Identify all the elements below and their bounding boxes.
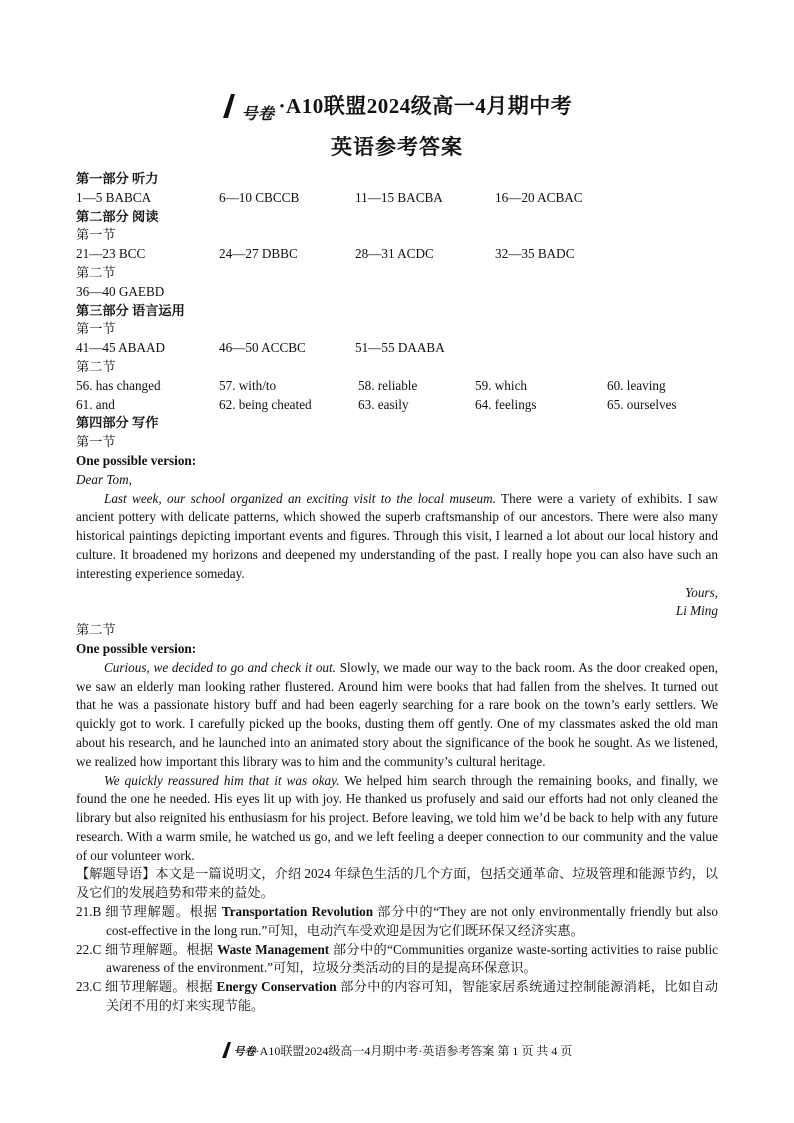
explanation-q21 (76, 903, 718, 941)
part2-section1-label: 第一节 (76, 227, 116, 243)
part3-heading: 第三部分 语言运用 (76, 302, 185, 318)
document-subtitle: 英语参考答案 (331, 135, 463, 159)
q21-section-name: Transportation Revolution (221, 904, 374, 920)
part4-section1-label: 第一节 (76, 434, 116, 450)
part3-section1-answers (76, 339, 718, 358)
q21-prefix: 21.B 细节理解题。根据 (76, 904, 222, 920)
fill-answer: 60. leaving (607, 377, 666, 393)
q23-text: 部分中的内容可知，智能家居系统通过控制能源消耗，比如自动关闭不用的灯来实现节能。 (106, 979, 719, 1014)
fill-answer: 63. easily (358, 396, 409, 412)
letter-signature: Li Ming (675, 603, 718, 619)
brand-logo-text: 号卷 (241, 104, 275, 123)
q22-text: 部分中的“Communities organize waste-sorting activities to raise public awareness of the environment.”可知，垃圾分类活动的目的是提高环保意识。 (106, 941, 718, 976)
answer-group: 28—31 ACDC (355, 246, 434, 262)
answer-group: 51—55 DAABA (355, 340, 445, 356)
answer-group: 41—45 ABAAD (76, 340, 166, 356)
part2-section1-answers (76, 245, 718, 264)
letter-closing: Yours, (685, 584, 718, 600)
document-header (0, 90, 794, 161)
story1-lead-sentence: Curious, we decided to go and check it out. (104, 659, 336, 675)
answer-group: 24—27 DBBC (219, 246, 298, 262)
footer-text: ·A10联盟2024级高一4月期中考·英语参考答案 第 1 页 共 4 页 (255, 1044, 573, 1058)
fill-answer: 56. has changed (76, 377, 161, 393)
part3-section2-label: 第二节 (76, 358, 116, 374)
part3-fill-row-1 (76, 377, 718, 396)
fill-answer: 57. with/to (219, 377, 277, 393)
explanation-q22 (76, 941, 718, 979)
explanation-q23 (76, 978, 718, 1016)
part3-fill-row-2 (76, 396, 718, 415)
sample-label-1: One possible version: (76, 452, 197, 468)
part2-section2-answer: 36—40 GAEBD (76, 283, 165, 299)
fill-answer: 62. being cheated (219, 396, 312, 412)
answer-group: 11—15 BACBA (355, 189, 443, 205)
story2-lead-sentence: We quickly reassured him that it was okay. (104, 772, 340, 788)
brush-stroke-icon (222, 93, 236, 119)
answer-group: 32—35 BADC (495, 246, 575, 262)
answer-group: 1—5 BABCA (76, 189, 152, 205)
letter-body-text: There were a variety of exhibits. I saw ancient pottery with delicate patterns, which showed the superb craftsmanship of our ancestors. There were also many historical paintings depicting important events and figures. Through this visit, I learned a lot about our local history and culture. It broadened my horizons and deepened my understanding of the past. I really hope you can also have such an interesting experience someday. (76, 490, 718, 581)
story2-body-text: We helped him search through the remaining books, and finally, we found the one he needed. His eyes lit up with joy. He thanked us profusely and said our efforts had not only cleaned the library but also reignited his enthusiasm for his project. Before leaving, we told him we’d be back to help with any future research. With a warm smile, he watched us go, and we left feeling a deeper connection to our community and the value of our volunteer work. (76, 772, 718, 863)
fill-answer: 65. ourselves (607, 396, 677, 412)
q22-prefix: 22.C 细节理解题。根据 (76, 941, 218, 957)
part1-answers (76, 189, 718, 208)
fill-answer: 64. feelings (475, 396, 537, 412)
letter-lead-sentence: Last week, our school organized an exciting visit to the local museum. (104, 490, 496, 506)
answer-group: 46—50 ACCBC (219, 340, 306, 356)
exam-title: ·A10联盟2024级高一4月期中考 (278, 94, 573, 118)
page-footer (0, 1042, 794, 1059)
story1-body-text: Slowly, we made our way to the back room. As the door creaked open, we saw an elderly man looking rather flustered. Around him were books that had fallen from the shelves. It turned out that he was a passionate history buff and had been eagerly searching for a rare book on the town’s early settlers. We quickly got to work. I carefully picked up the books, dusting them off gently. One of my classmates asked the old man about his research, and he launched into an animated story about the significance of the book he sought. As we listened, we realized how important this library was to him and the community’s cultural heritage. (76, 659, 718, 769)
q23-section-name: Energy Conservation (216, 979, 337, 995)
answer-content (76, 170, 718, 1016)
q22-section-name: Waste Management (217, 941, 330, 957)
brand-logo (222, 93, 275, 125)
part1-heading: 第一部分 听力 (76, 171, 159, 186)
part2-heading: 第二部分 阅读 (76, 208, 159, 224)
footer-logo-text: 号卷 (233, 1045, 256, 1058)
fill-answer: 59. which (475, 377, 528, 393)
part3-section1-label: 第一节 (76, 321, 116, 337)
answer-group: 21—23 BCC (76, 246, 146, 262)
story-paragraph-2 (76, 772, 718, 866)
q23-prefix: 23.C 细节理解题。根据 (76, 979, 217, 995)
letter-body (76, 490, 718, 584)
sample-label-2: One possible version: (76, 640, 197, 656)
part2-section2-label: 第二节 (76, 264, 116, 280)
answer-group: 6—10 CBCCB (219, 189, 300, 205)
story-paragraph-1 (76, 659, 718, 772)
answer-group: 16—20 ACBAC (495, 189, 583, 205)
part4-section2-label: 第二节 (76, 622, 116, 638)
q21-text: 部分中的“They are not only environmentally friendly but also cost-effective in the long run.”可知，电动汽车受欢迎是因为它们既环保又经济实惠。 (106, 904, 718, 938)
brush-stroke-icon (222, 1042, 231, 1058)
part4-heading: 第四部分 写作 (76, 415, 159, 431)
explanation-guide: 【解题导语】本文是一篇说明文，介绍 2024 年绿色生活的几个方面，包括交通革命、垃圾管理和能源节约，以及它们的发展趋势和带来的益处。 (76, 866, 718, 901)
fill-answer: 58. reliable (358, 377, 418, 393)
fill-answer: 61. and (76, 396, 115, 412)
letter-greeting: Dear Tom, (76, 471, 132, 487)
document-title (0, 90, 794, 125)
